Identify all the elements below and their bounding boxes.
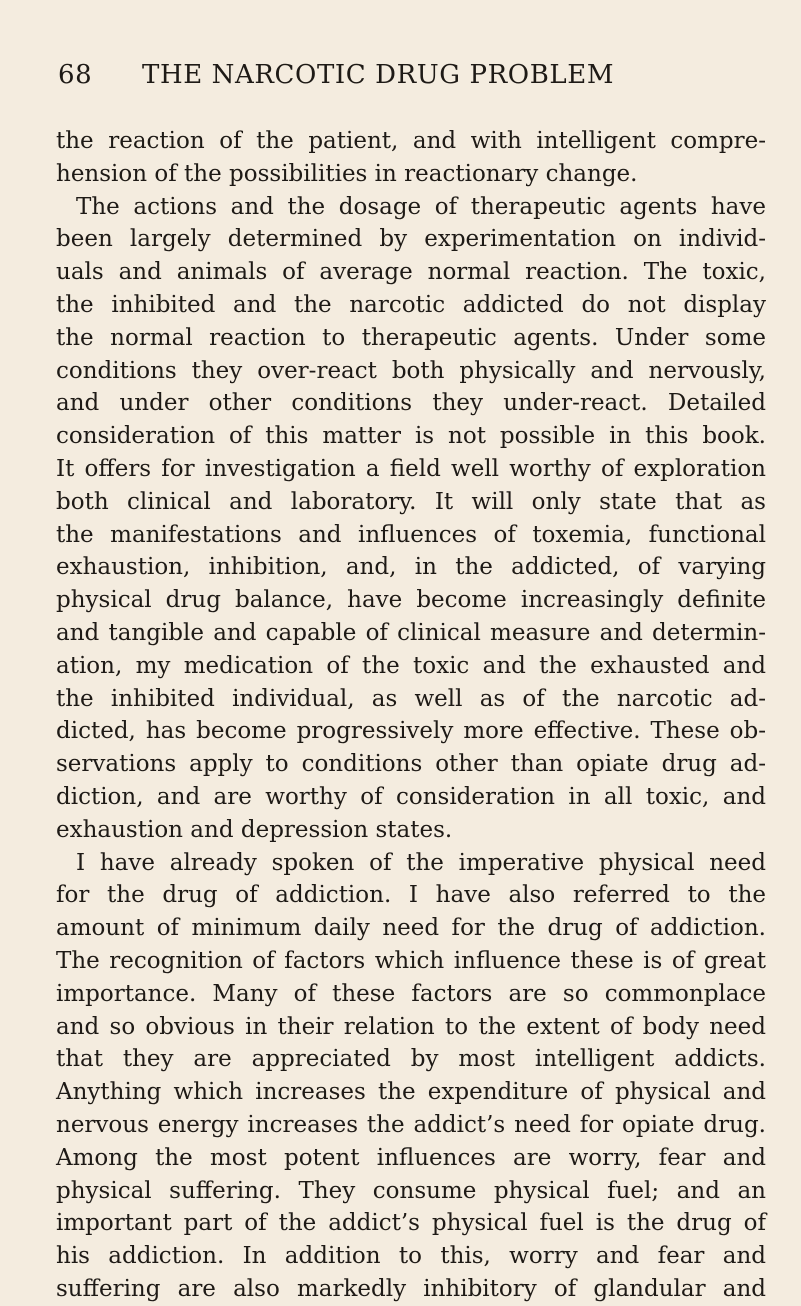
text-line: that they are appreciated by most intelligent addicts. — [56, 1046, 766, 1073]
text-line: importance. Many of these factors are so commonplace — [56, 980, 766, 1007]
text-line: dicted, has become progressively more effective. These ob- — [56, 718, 766, 745]
text-line: hension of the possibilities in reactionary change. — [56, 160, 638, 187]
text-line: physical suffering. They consume physical fuel; and an — [56, 1177, 766, 1204]
text-line: exhaustion and depression states. — [56, 816, 453, 843]
text-line: The recognition of factors which influence these is of great — [56, 947, 766, 974]
page-number: 68 — [58, 60, 93, 90]
text-line: conditions they over-react both physically and nervously, — [56, 357, 766, 384]
text-line: servations apply to conditions other than opiate drug ad- — [56, 751, 766, 778]
text-line: ation, my medication of the toxic and the exhausted and — [56, 652, 766, 679]
text-line: his addiction. In addition to this, worry and fear and — [56, 1243, 766, 1270]
text-line: important part of the addict’s physical fuel is the drug of — [56, 1210, 766, 1237]
text-line: physical drug balance, have become increasingly definite — [56, 587, 766, 614]
text-line: the reaction of the patient, and with intelligent compre- — [56, 128, 766, 154]
text-line: consideration of this matter is not possible in this book. — [56, 423, 766, 450]
text-line: It offers for investigation a field well worthy of exploration — [56, 455, 766, 482]
text-line: amount of minimum daily need for the drug of addiction. — [56, 915, 766, 942]
body-text — [56, 125, 766, 1306]
text-line: the inhibited and the narcotic addicted do not display — [56, 291, 766, 318]
text-line: The actions and the dosage of therapeutic agents have — [76, 193, 766, 220]
running-head — [58, 60, 778, 98]
text-line: I have already spoken of the imperative physical need — [76, 849, 766, 876]
text-line: both clinical and laboratory. It will only state that as — [56, 488, 766, 515]
text-line: and under other conditions they under-react. Detailed — [56, 390, 766, 417]
text-line: the manifestations and influences of toxemia, functional — [56, 521, 766, 548]
text-line: and tangible and capable of clinical measure and determin- — [56, 619, 766, 646]
text-line: nervous energy increases the addict’s need for opiate drug. — [56, 1111, 766, 1138]
text-line: Among the most potent influences are worry, fear and — [56, 1144, 766, 1171]
text-line: diction, and are worthy of consideration in all toxic, and — [56, 783, 766, 810]
text-line: suffering are also markedly inhibitory of glandular and — [56, 1275, 766, 1302]
text-line: the inhibited individual, as well as of the narcotic ad- — [56, 685, 766, 712]
text-line: Anything which increases the expenditure of physical and — [56, 1079, 766, 1106]
text-line: uals and animals of average normal reaction. The toxic, — [56, 259, 766, 286]
running-title: THE NARCOTIC DRUG PROBLEM — [142, 60, 615, 90]
text-line: and so obvious in their relation to the extent of body need — [56, 1013, 766, 1040]
text-line: exhaustion, inhibition, and, in the addicted, of varying — [56, 554, 766, 581]
text-line: for the drug of addiction. I have also referred to the — [56, 882, 766, 909]
text-line: the normal reaction to therapeutic agents. Under some — [56, 324, 766, 351]
text-line: been largely determined by experimentation on individ- — [56, 226, 766, 253]
